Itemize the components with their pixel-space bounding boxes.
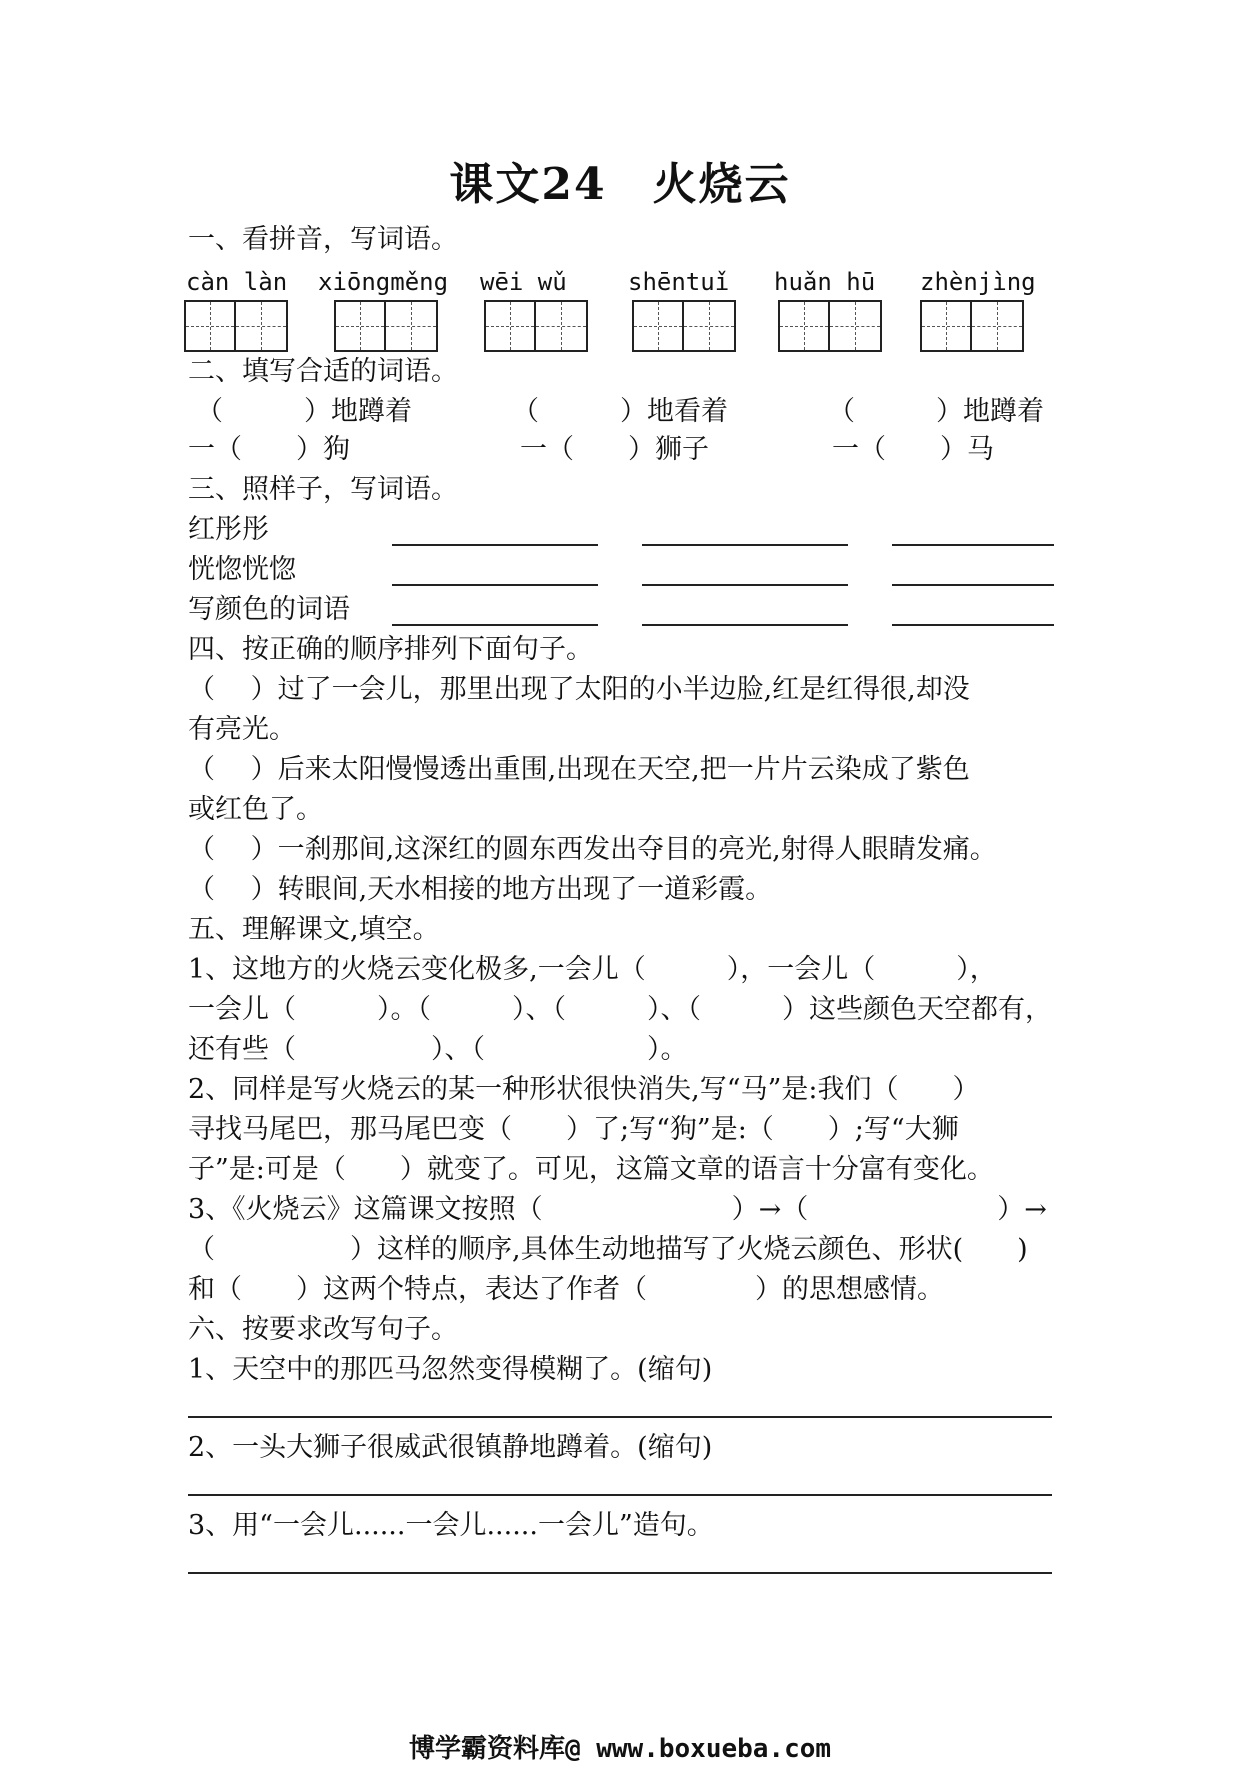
writing-grid-6[interactable]	[920, 300, 1024, 352]
answer-blank[interactable]	[892, 544, 1054, 546]
example-label: 红彤彤	[188, 514, 269, 545]
sentence-line: （ ）过了一会儿，那里出现了太阳的小半边脸,红是红得很,却没	[188, 674, 970, 705]
footer-watermark: 博学霸资料库@ www.boxueba.com	[408, 1734, 832, 1764]
pinyin-4: shēntuǐ	[628, 268, 730, 296]
fill-line: 3、《火烧云》这篇课文按照（ ）→（ ）→	[188, 1194, 1047, 1225]
pinyin-6: zhènjìng	[920, 268, 1036, 296]
sentence-line: （ ）一刹那间,这深红的圆东西发出夺目的亮光,射得人眼睛发痛。	[188, 834, 997, 865]
pinyin-1: càn làn	[186, 268, 288, 296]
writing-grid-5[interactable]	[778, 300, 882, 352]
sentence-line: （ ）后来太阳慢慢透出重围,出现在天空,把一片片云染成了紫色	[188, 754, 970, 785]
fill-phrase: （ ）地蹲着	[828, 396, 1044, 427]
rewrite-question-3: 3、用“一会儿......一会儿......一会儿”造句。	[188, 1510, 714, 1541]
writing-grid-3[interactable]	[484, 300, 588, 352]
section-6-heading: 六、按要求改写句子。	[188, 1314, 458, 1345]
section-1-heading: 一、看拼音，写词语。	[188, 224, 458, 255]
answer-line[interactable]	[188, 1494, 1052, 1496]
writing-grid-1[interactable]	[184, 300, 288, 352]
pinyin-5: huǎn hū	[774, 268, 876, 296]
pinyin-2: xiōngměng	[318, 268, 449, 296]
answer-blank[interactable]	[642, 544, 848, 546]
answer-blank[interactable]	[892, 624, 1054, 626]
rewrite-question-1: 1、天空中的那匹马忽然变得模糊了。(缩句)	[188, 1354, 713, 1385]
sentence-line: 有亮光。	[188, 714, 296, 745]
sentence-line: （ ）转眼间,天水相接的地方出现了一道彩霞。	[188, 874, 773, 905]
fill-line: 一会儿（ ）。（ ）、（ ）、（ ）这些颜色天空都有，	[188, 994, 1052, 1025]
answer-line[interactable]	[188, 1416, 1052, 1418]
answer-blank[interactable]	[642, 584, 848, 586]
fill-line: 1、这地方的火烧云变化极多,一会儿（ ），一会儿（ ），	[188, 954, 997, 985]
page-title: 课文24 火烧云	[449, 159, 791, 210]
fill-phrase: （ ）地看着	[512, 396, 728, 427]
answer-line[interactable]	[188, 1572, 1052, 1574]
answer-blank[interactable]	[392, 544, 598, 546]
fill-line: 子”是:可是（ ）就变了。可见，这篇文章的语言十分富有变化。	[188, 1154, 994, 1185]
fill-phrase: 一（ ）马	[832, 434, 994, 465]
fill-line: 和（ ）这两个特点，表达了作者（ ）的思想感情。	[188, 1274, 944, 1305]
sentence-line: 或红色了。	[188, 794, 323, 825]
writing-grid-4[interactable]	[632, 300, 736, 352]
example-label: 写颜色的词语	[188, 594, 350, 625]
answer-blank[interactable]	[392, 584, 598, 586]
fill-line: （ ）这样的顺序,具体生动地描写了火烧云颜色、形状( )	[188, 1234, 1028, 1265]
section-5-heading: 五、理解课文,填空。	[188, 914, 440, 945]
answer-blank[interactable]	[892, 584, 1054, 586]
section-3-heading: 三、照样子，写词语。	[188, 474, 458, 505]
fill-line: 还有些（ ）、（ ）。	[188, 1034, 688, 1065]
example-label: 恍惚恍惚	[188, 554, 296, 585]
fill-phrase: （ ）地蹲着	[196, 396, 412, 427]
section-4-heading: 四、按正确的顺序排列下面句子。	[188, 634, 593, 665]
answer-blank[interactable]	[642, 624, 848, 626]
rewrite-question-2: 2、一头大狮子很威武很镇静地蹲着。(缩句)	[188, 1432, 713, 1463]
writing-grid-2[interactable]	[334, 300, 438, 352]
section-2-heading: 二、填写合适的词语。	[188, 356, 458, 387]
fill-line: 寻找马尾巴，那马尾巴变（ ）了;写“狗”是:（ ）;写“大狮	[188, 1114, 959, 1145]
fill-phrase: 一（ ）狗	[188, 434, 350, 465]
fill-phrase: 一（ ）狮子	[520, 434, 709, 465]
answer-blank[interactable]	[392, 624, 598, 626]
fill-line: 2、同样是写火烧云的某一种形状很快消失,写“马”是:我们（ ）	[188, 1074, 980, 1105]
pinyin-3: wēi wǔ	[480, 268, 567, 296]
